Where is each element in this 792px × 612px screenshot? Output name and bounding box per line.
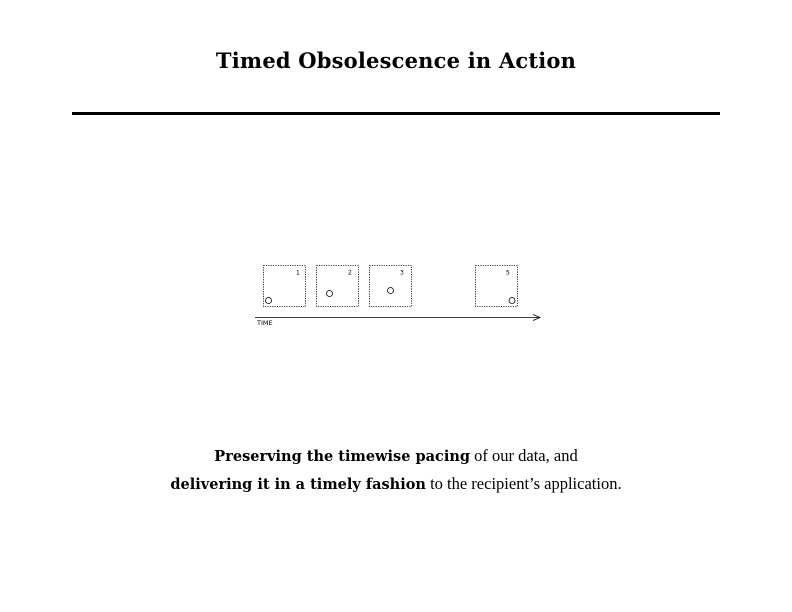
time-axis-label: TIME bbox=[257, 319, 273, 327]
frame-3-box bbox=[370, 266, 412, 307]
frame-5-label: 5 bbox=[506, 269, 510, 277]
caption-line-2 bbox=[0, 474, 792, 495]
frame-2-box bbox=[317, 266, 359, 307]
caption-line-1-emphasis: Preserving the timewise pacing bbox=[214, 448, 471, 465]
caption-line-2-emphasis: delivering it in a timely fashion bbox=[170, 476, 426, 493]
caption-line-1 bbox=[0, 446, 792, 467]
time-axis bbox=[255, 315, 540, 328]
frame-2 bbox=[317, 266, 359, 307]
frame-3 bbox=[370, 266, 412, 307]
frame-2-dot bbox=[327, 291, 333, 297]
frame-1 bbox=[264, 266, 306, 307]
frame-1-dot bbox=[266, 298, 272, 304]
frame-2-label: 2 bbox=[348, 269, 352, 277]
frame-5-box bbox=[476, 266, 518, 307]
slide-title: Timed Obsolescence in Action bbox=[215, 48, 577, 73]
caption-line-1-text: of our data, and bbox=[470, 446, 578, 465]
frame-5-dot bbox=[509, 298, 515, 304]
frame-3-dot bbox=[388, 288, 394, 294]
caption-line-2-text: to the recipient’s application. bbox=[425, 474, 622, 493]
frame-5 bbox=[476, 266, 518, 307]
frame-1-label: 1 bbox=[296, 269, 300, 277]
frame-3-label: 3 bbox=[400, 269, 404, 277]
